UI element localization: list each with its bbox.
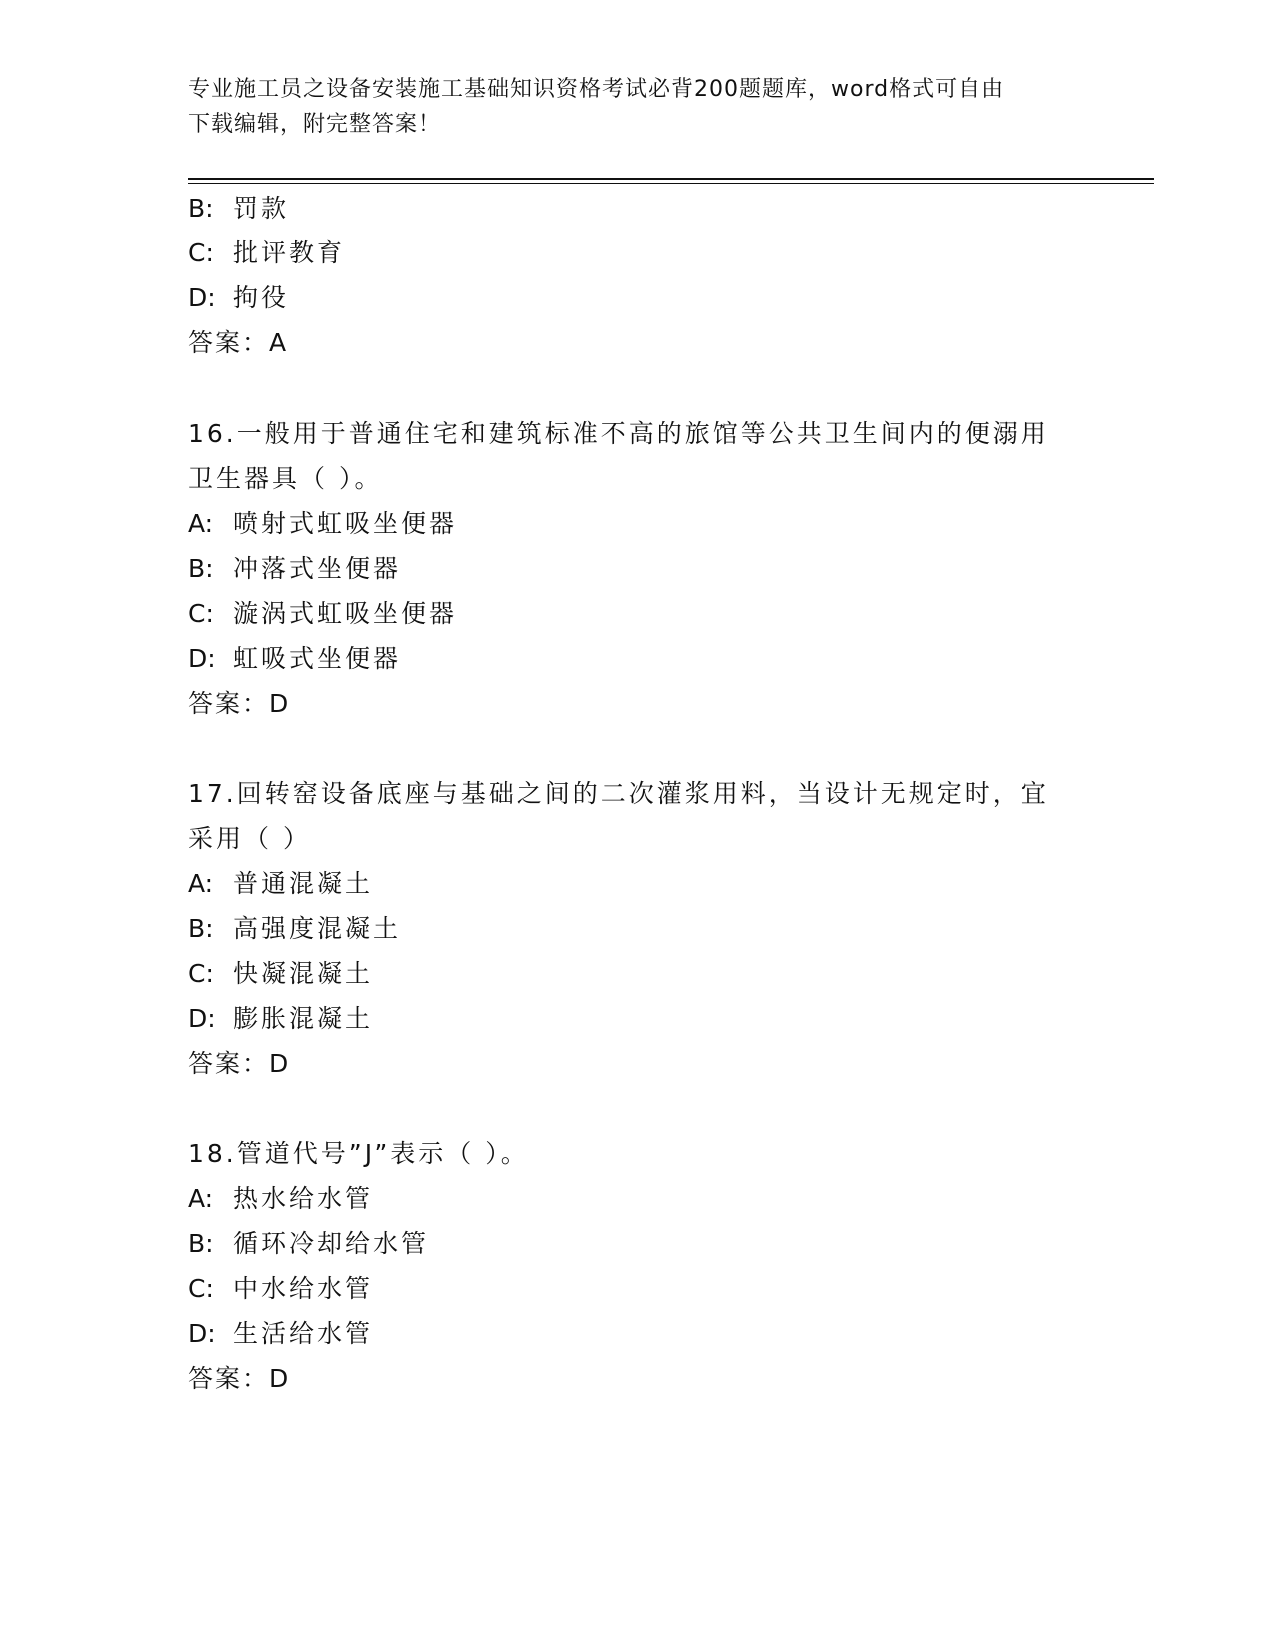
- option-text: 罚款: [233, 194, 290, 223]
- document-header: [188, 72, 1088, 142]
- q18-option-d: [188, 1317, 373, 1351]
- option-letter: D:: [188, 283, 216, 312]
- option-text: 高强度混凝土: [233, 914, 402, 943]
- q18-option-a: [188, 1182, 373, 1216]
- q15-option-b: [188, 192, 289, 226]
- option-text: 普通混凝土: [233, 869, 374, 898]
- q16-stem-line-2: 卫生器具（ ）。: [188, 464, 383, 493]
- q17-option-d: [188, 1002, 373, 1036]
- q15-option-d: [188, 281, 289, 315]
- answer-label: 答案：: [188, 1364, 270, 1393]
- q16-option-d: [188, 642, 401, 676]
- option-text: 漩涡式虹吸坐便器: [233, 599, 458, 628]
- q16-option-c: [188, 597, 457, 631]
- option-text: 喷射式虹吸坐便器: [233, 509, 458, 538]
- q17-stem-line-1: 17.回转窑设备底座与基础之间的二次灌浆用料，当设计无规定时，宜: [188, 779, 1049, 808]
- option-letter: D:: [188, 1319, 216, 1348]
- option-letter: A:: [188, 1184, 214, 1213]
- q18-option-b: [188, 1227, 429, 1261]
- header-divider-thick: [188, 178, 1154, 180]
- q17-stem-line-2: 采用（ ）: [188, 824, 311, 853]
- answer-value: A: [269, 328, 287, 357]
- option-text: 膨胀混凝土: [233, 1004, 374, 1033]
- answer-label: 答案：: [188, 689, 270, 718]
- option-letter: C:: [188, 959, 214, 988]
- answer-label: 答案：: [188, 328, 270, 357]
- option-text: 快凝混凝土: [233, 959, 374, 988]
- q15-answer: [188, 326, 286, 360]
- option-text: 拘役: [233, 283, 290, 312]
- option-text: 虹吸式坐便器: [233, 644, 402, 673]
- option-letter: D:: [188, 644, 216, 673]
- q17-option-a: [188, 867, 373, 901]
- q18-stem-line-1: 18.管道代号”J”表示（ ）。: [188, 1139, 529, 1168]
- option-text: 生活给水管: [233, 1319, 374, 1348]
- q16-option-b: [188, 552, 401, 586]
- q17-option-c: [188, 957, 373, 991]
- q18-option-c: [188, 1272, 373, 1306]
- q17-answer: [188, 1047, 288, 1081]
- header-line-1: 专业施工员之设备安装施工基础知识资格考试必背200题题库，word格式可自由: [188, 77, 1005, 102]
- answer-value: D: [269, 689, 289, 718]
- option-letter: B:: [188, 1229, 214, 1258]
- q15-option-c: [188, 236, 345, 270]
- q16-option-a: [188, 507, 457, 541]
- option-letter: B:: [188, 914, 214, 943]
- option-letter: C:: [188, 599, 214, 628]
- option-letter: A:: [188, 509, 214, 538]
- option-text: 冲落式坐便器: [233, 554, 402, 583]
- option-text: 批评教育: [233, 238, 346, 267]
- option-letter: B:: [188, 554, 214, 583]
- q16-stem-line-1: 16.一般用于普通住宅和建筑标准不高的旅馆等公共卫生间内的便溺用: [188, 419, 1049, 448]
- answer-value: D: [269, 1049, 289, 1078]
- q16-answer: [188, 687, 288, 721]
- option-letter: C:: [188, 1274, 214, 1303]
- header-line-2: 下载编辑，附完整答案！: [188, 112, 442, 137]
- option-letter: A:: [188, 869, 214, 898]
- q17-option-b: [188, 912, 401, 946]
- option-letter: C:: [188, 238, 214, 267]
- answer-label: 答案：: [188, 1049, 270, 1078]
- q18-answer: [188, 1362, 288, 1396]
- option-text: 中水给水管: [233, 1274, 374, 1303]
- answer-value: D: [269, 1364, 289, 1393]
- option-text: 热水给水管: [233, 1184, 374, 1213]
- option-letter: D:: [188, 1004, 216, 1033]
- option-text: 循环冷却给水管: [233, 1229, 430, 1258]
- header-divider-thin: [188, 183, 1154, 184]
- option-letter: B:: [188, 194, 214, 223]
